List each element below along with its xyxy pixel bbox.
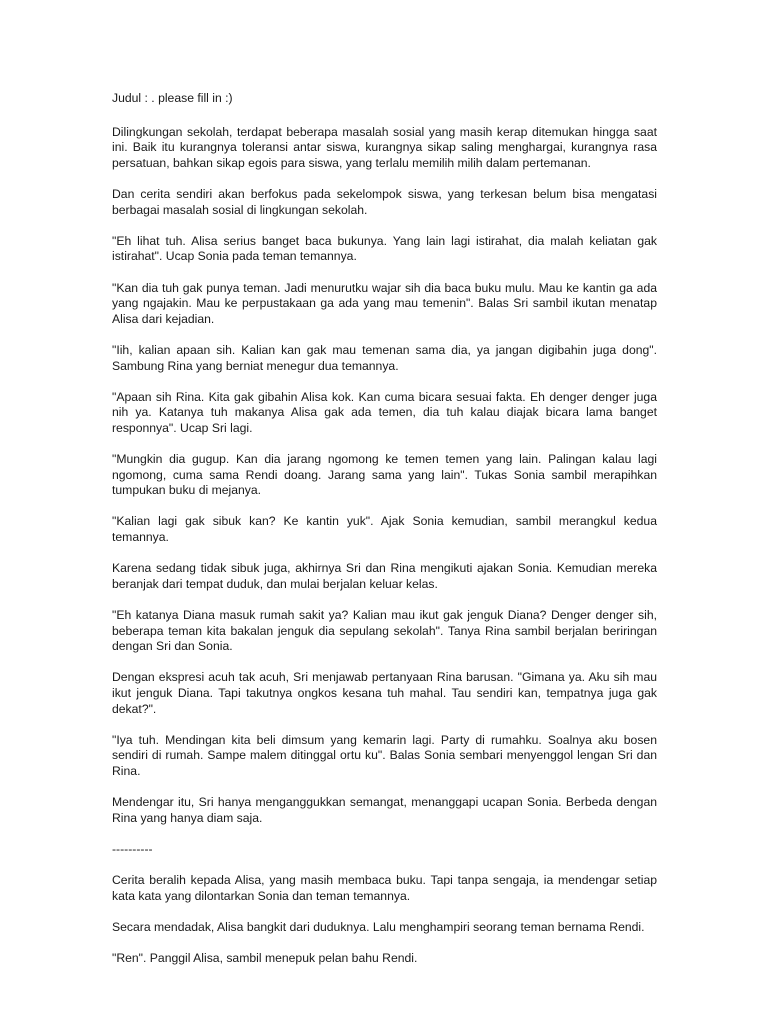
- document-title: Judul : . please fill in :): [112, 91, 233, 105]
- paragraph-6: "Apaan sih Rina. Kita gak gibahin Alisa kok. Kan cuma bicara sesuai fakta. Eh denger denger juga nih ya. Katanya tuh makanya Alisa gak ada temen, dia tuh kalau diajak bicara lama banget responnya". Ucap Sri lagi.: [112, 389, 657, 435]
- paragraph-10: "Eh katanya Diana masuk rumah sakit ya? Kalian mau ikut gak jenguk Diana? Denger denger sih, beberapa teman kita bakalan jenguk dia sepulang sekolah". Tanya Rina sambil berjalan beriringan dengan Sri dan Sonia.: [112, 608, 657, 654]
- paragraph-4: "Kan dia tuh gak punya teman. Jadi menurutku wajar sih dia baca buku mulu. Mau ke kantin ga ada yang ngajakin. Mau ke perpustakaan ga ada yang mau temenin". Balas Sri sambil ikutan menatap Alisa dari kejadian.: [112, 280, 657, 326]
- paragraph-14: Cerita beralih kepada Alisa, yang masih membaca buku. Tapi tanpa sengaja, ia mendengar setiap kata kata yang dilontarkan Sonia dan teman temannya.: [112, 873, 657, 903]
- paragraph-13: Mendengar itu, Sri hanya menganggukkan semangat, menanggapi ucapan Sonia. Berbeda dengan Rina yang hanya diam saja.: [112, 795, 657, 825]
- paragraph-11: Dengan ekspresi acuh tak acuh, Sri menjawab pertanyaan Rina barusan. "Gimana ya. Aku sih mau ikut jenguk Diana. Tapi takutnya ongkos kesana tuh mahal. Tau sendiri kan, tempatnya juga gak dekat?".: [112, 670, 657, 716]
- scene-separator: ----------: [112, 841, 153, 856]
- paragraph-5: "Iih, kalian apaan sih. Kalian kan gak mau temenan sama dia, ya jangan digibahin juga dong". Sambung Rina yang berniat menegur dua temannya.: [112, 342, 657, 373]
- paragraph-12: "Iya tuh. Mendingan kita beli dimsum yang kemarin lagi. Party di rumahku. Soalnya aku bosen sendiri di rumah. Sampe malem ditinggal ortu ku". Balas Sonia sembari menyenggol lengan Sri dan Rina.: [112, 732, 657, 778]
- document-page: [112, 91, 657, 982]
- paragraph-15: Secara mendadak, Alisa bangkit dari duduknya. Lalu menghampiri seorang teman bernama Rendi.: [112, 919, 645, 934]
- paragraph-8: "Kalian lagi gak sibuk kan? Ke kantin yuk". Ajak Sonia kemudian, sambil merangkul kedua temannya.: [112, 514, 657, 545]
- paragraph-1: Dilingkungan sekolah, terdapat beberapa masalah sosial yang masih kerap ditemukan hingga saat ini. Baik itu kurangnya toleransi antar siswa, kurangnya sikap saling menghargai, kurangnya rasa persatuan, bahkan sikap egois para siswa, yang terlalu memilih milih dalam pertemanan.: [112, 124, 657, 170]
- paragraph-9: Karena sedang tidak sibuk juga, akhirnya Sri dan Rina mengikuti ajakan Sonia. Kemudian mereka beranjak dari tempat duduk, dan mulai berjalan keluar kelas.: [112, 561, 657, 591]
- paragraph-2: Dan cerita sendiri akan berfokus pada sekelompok siswa, yang terkesan belum bisa mengatasi berbagai masalah sosial di lingkungan sekolah.: [112, 186, 657, 217]
- paragraph-3: "Eh lihat tuh. Alisa serius banget baca bukunya. Yang lain lagi istirahat, dia malah keliatan gak istirahat". Ucap Sonia pada teman temannya.: [112, 233, 657, 264]
- paragraph-7: "Mungkin dia gugup. Kan dia jarang ngomong ke temen temen yang lain. Palingan kalau lagi ngomong, cuma sama Rendi doang. Jarang sama yang lain". Tukas Sonia sambil merapihkan tumpukan buku di mejanya.: [112, 452, 657, 498]
- paragraph-16: "Ren". Panggil Alisa, sambil menepuk pelan bahu Rendi.: [112, 951, 418, 966]
